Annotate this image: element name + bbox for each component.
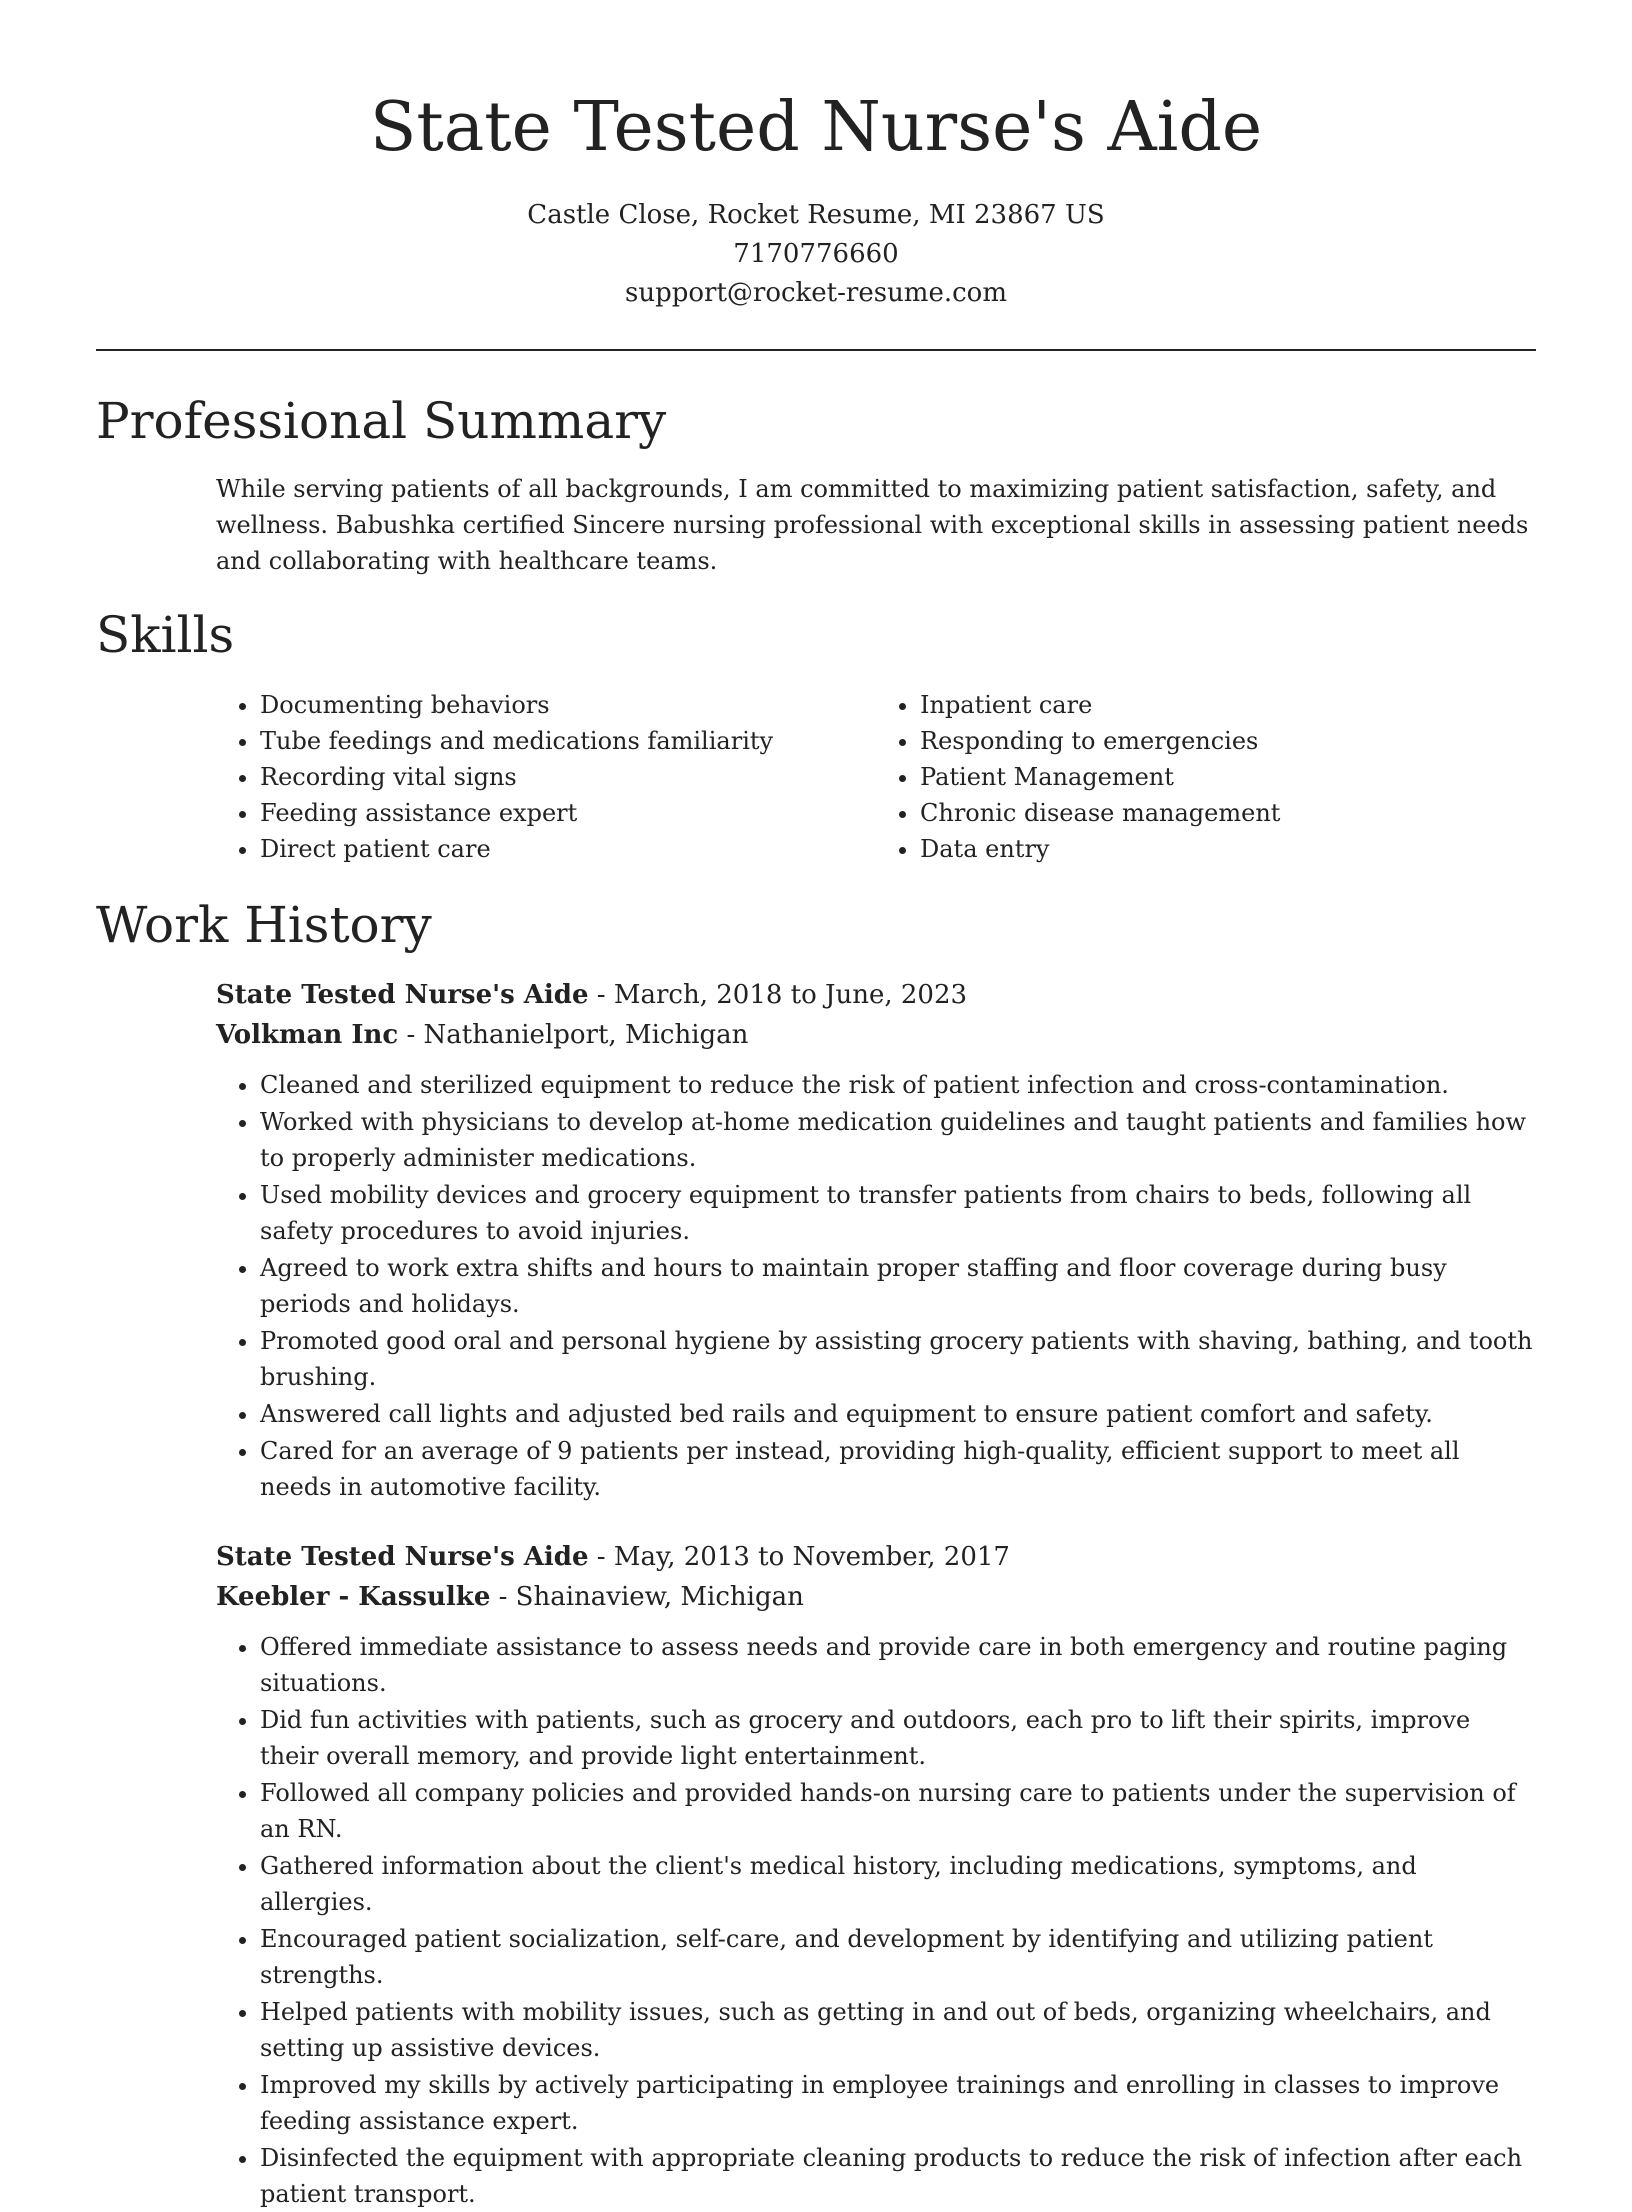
skills-column-left	[216, 687, 876, 867]
email: support@rocket-resume.com	[624, 278, 1007, 308]
job-bullet: • Disinfected the equipment with appropriate cleaning products to reduce the risk of infection after each patient transport.	[260, 2140, 1536, 2212]
resume-header	[96, 0, 1536, 313]
summary-heading: Professional Summary	[96, 392, 667, 450]
job-bullet: • Used mobility devices and grocery equipment to transfer patients from chairs to beds, following all safety procedures to avoid injuries.	[260, 1177, 1536, 1249]
job-location: - Shainaview, Michigan	[490, 1582, 804, 1612]
skill-item: • Chronic disease management	[920, 795, 1536, 831]
job-dates: - May, 2013 to November, 2017	[588, 1542, 1010, 1572]
skill-item: • Inpatient care	[920, 687, 1536, 723]
job-bullet-list	[216, 1067, 1536, 1505]
job-bullet: • Answered call lights and adjusted bed rails and equipment to ensure patient comfort and safety.	[260, 1396, 1536, 1432]
job-bullet: • Gathered information about the client's medical history, including medications, symptoms, and allergies.	[260, 1848, 1536, 1920]
job-bullet: • Improved my skills by actively participating in employee trainings and enrolling in classes to improve feeding assistance expert.	[260, 2067, 1536, 2139]
summary-text: While serving patients of all backgrounds, I am committed to maximizing patient satisfaction, safety, and wellness. Babushka certified Sincere nursing professional with exceptional skills in assessing patient needs and collaborating with healthcare teams.	[216, 475, 1529, 575]
job-bullet: • Followed all company policies and provided hands-on nursing care to patients under the supervision of an RN.	[260, 1775, 1536, 1847]
job-position: State Tested Nurse's Aide	[216, 1542, 589, 1572]
job-bullet: • Agreed to work extra shifts and hours to maintain proper staffing and floor coverage during busy periods and holidays.	[260, 1250, 1536, 1322]
job-location: - Nathanielport, Michigan	[398, 1020, 749, 1050]
header-divider	[96, 349, 1536, 351]
job-bullet: • Did fun activities with patients, such as grocery and outdoors, each pro to lift their spirits, improve their overall memory, and provide light entertainment.	[260, 1702, 1536, 1774]
job-position: State Tested Nurse's Aide	[216, 980, 589, 1010]
skills-grid	[216, 687, 1536, 867]
skills-heading: Skills	[96, 606, 235, 664]
skill-item: • Tube feedings and medications familiarity	[260, 723, 876, 759]
job-bullet: • Worked with physicians to develop at-home medication guidelines and taught patients and families how to properly administer medications.	[260, 1104, 1536, 1176]
job-bullet: • Helped patients with mobility issues, such as getting in and out of beds, organizing wheelchairs, and setting up assistive devices.	[260, 1994, 1536, 2066]
job-bullet: • Encouraged patient socialization, self-care, and development by identifying and utilizing patient strengths.	[260, 1921, 1536, 1993]
job-dates: - March, 2018 to June, 2023	[588, 980, 968, 1010]
skill-item: • Data entry	[920, 831, 1536, 867]
contact-block	[96, 196, 1536, 313]
skill-item: • Patient Management	[920, 759, 1536, 795]
skill-item: • Feeding assistance expert	[260, 795, 876, 831]
job-company-line	[216, 1577, 1536, 1617]
job-title-line	[216, 1537, 1536, 1577]
job-title-line	[216, 975, 1536, 1015]
skill-item: • Documenting behaviors	[260, 687, 876, 723]
job-bullet: • Cared for an average of 9 patients per instead, providing high-quality, efficient support to meet all needs in automotive facility.	[260, 1433, 1536, 1505]
skill-item: • Responding to emergencies	[920, 723, 1536, 759]
job-bullet: • Cleaned and sterilized equipment to reduce the risk of patient infection and cross-contamination.	[260, 1067, 1536, 1103]
job-entry	[216, 975, 1536, 1505]
skills-column-right	[876, 687, 1536, 867]
candidate-name: State Tested Nurse's Aide	[369, 88, 1263, 167]
job-entry	[216, 1537, 1536, 2212]
job-company: Keebler - Kassulke	[216, 1582, 491, 1612]
job-bullet: • Promoted good oral and personal hygiene by assisting grocery patients with shaving, bathing, and tooth brushing.	[260, 1323, 1536, 1395]
job-company: Volkman Inc	[216, 1020, 399, 1050]
job-company-line	[216, 1015, 1536, 1055]
work-history-heading: Work History	[96, 896, 432, 954]
job-bullet: • Offered immediate assistance to assess needs and provide care in both emergency and routine paging situations.	[260, 1629, 1536, 1701]
address: Castle Close, Rocket Resume, MI 23867 US	[527, 200, 1105, 230]
job-bullet-list	[216, 1629, 1536, 2212]
skill-item: • Direct patient care	[260, 831, 876, 867]
skill-item: • Recording vital signs	[260, 759, 876, 795]
phone: 7170776660	[733, 239, 899, 269]
